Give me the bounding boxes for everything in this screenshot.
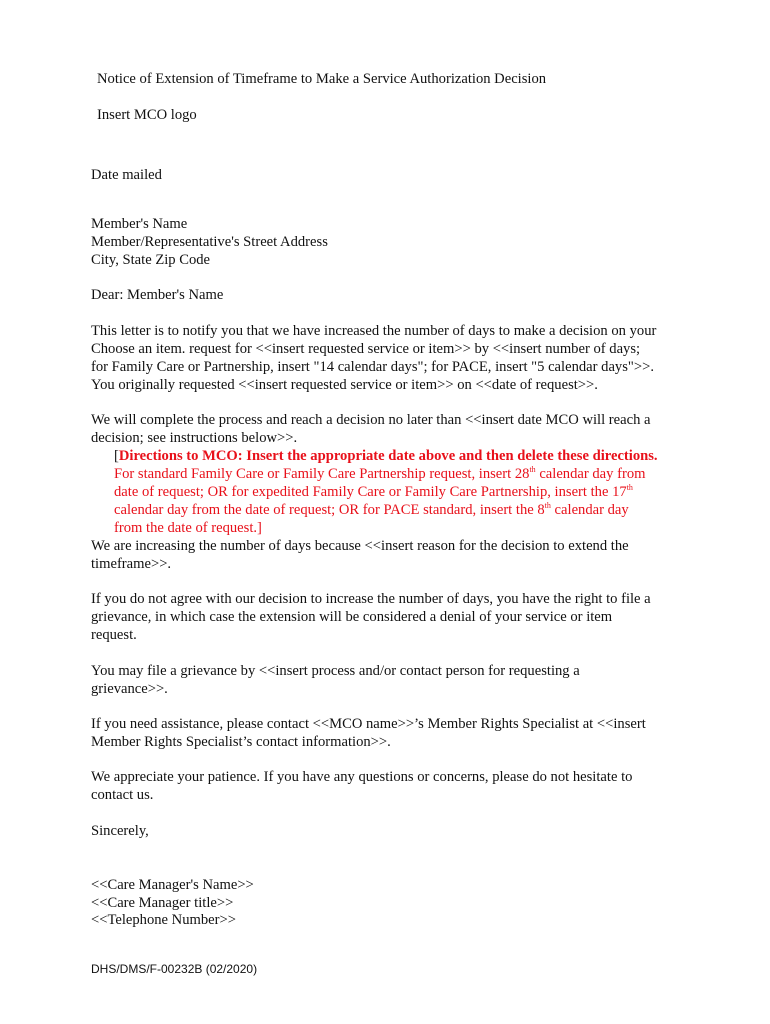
- directions-line: [114, 466, 645, 484]
- superscript: th: [544, 501, 551, 510]
- superscript: th: [529, 465, 536, 474]
- paragraph-line: for Family Care or Partnership, insert "14 calendar days"; for PACE, insert "5 calendar days">>.: [91, 359, 654, 375]
- paragraph-line: We are increasing the number of days because <<insert reason for the decision to extend the: [91, 538, 629, 554]
- paragraph-line: timeframe>>.: [91, 556, 172, 572]
- paragraph-line: request.: [91, 627, 137, 643]
- directions-heading: Directions to MCO: Insert the appropriate date above and then delete these directions.: [118, 448, 658, 464]
- paragraph-line: You originally requested <<insert requested service or item>> on <<date of request>>.: [91, 377, 598, 393]
- telephone-number: <<Telephone Number>>: [91, 912, 236, 928]
- paragraph-line: We appreciate your patience. If you have any questions or concerns, please do not hesitate to: [91, 769, 633, 785]
- directions-line: [114, 484, 633, 502]
- mco-logo-placeholder: Insert MCO logo: [97, 107, 197, 123]
- directions-line: [114, 502, 629, 520]
- directions-text: For standard Family Care or Family Care Partnership request, insert 28: [114, 466, 530, 482]
- care-manager-title: <<Care Manager title>>: [91, 895, 234, 911]
- date-mailed: Date mailed: [91, 167, 162, 183]
- paragraph-line: You may file a grievance by <<insert process and/or contact person for requesting a: [91, 663, 580, 679]
- paragraph-line: This letter is to notify you that we have increased the number of days to make a decision on your: [91, 323, 657, 339]
- paragraph-line: If you need assistance, please contact <<MCO name>>’s Member Rights Specialist at <<insert: [91, 716, 646, 732]
- form-footer: DHS/DMS/F-00232B (02/2020): [91, 962, 258, 976]
- directions-line: [114, 448, 658, 466]
- member-city-state-zip: City, State Zip Code: [91, 252, 211, 268]
- superscript: th: [626, 483, 633, 492]
- member-street: Member/Representative's Street Address: [91, 234, 328, 250]
- member-name: Member's Name: [91, 216, 188, 232]
- paragraph-line: Member Rights Specialist’s contact information>>.: [91, 734, 391, 750]
- directions-line: from the date of request.]: [114, 520, 262, 536]
- paragraph-line: We will complete the process and reach a decision no later than <<insert date MCO will reach a: [91, 412, 651, 428]
- bracket-open: [: [114, 448, 119, 464]
- paragraph-line: grievance, in which case the extension will be considered a denial of your service or item: [91, 609, 613, 625]
- paragraph-line: If you do not agree with our decision to increase the number of days, you have the right to file a: [91, 591, 651, 607]
- paragraph-line: contact us.: [91, 787, 154, 803]
- directions-text: date of request; OR for expedited Family Care or Family Care Partnership, insert the 17: [114, 484, 627, 500]
- directions-text: calendar day from: [535, 466, 646, 482]
- directions-text: calendar day from the date of request; OR for PACE standard, insert the 8: [114, 502, 545, 518]
- paragraph-line: decision; see instructions below>>.: [91, 430, 298, 446]
- closing: Sincerely,: [91, 823, 149, 839]
- salutation: Dear: Member's Name: [91, 287, 224, 303]
- notice-title: Notice of Extension of Timeframe to Make a Service Authorization Decision: [97, 71, 547, 87]
- paragraph-line: grievance>>.: [91, 681, 168, 697]
- care-manager-name: <<Care Manager's Name>>: [91, 877, 254, 893]
- paragraph-line: Choose an item. request for <<insert requested service or item>> by <<insert number of days;: [91, 341, 641, 357]
- directions-text: calendar day: [550, 502, 629, 518]
